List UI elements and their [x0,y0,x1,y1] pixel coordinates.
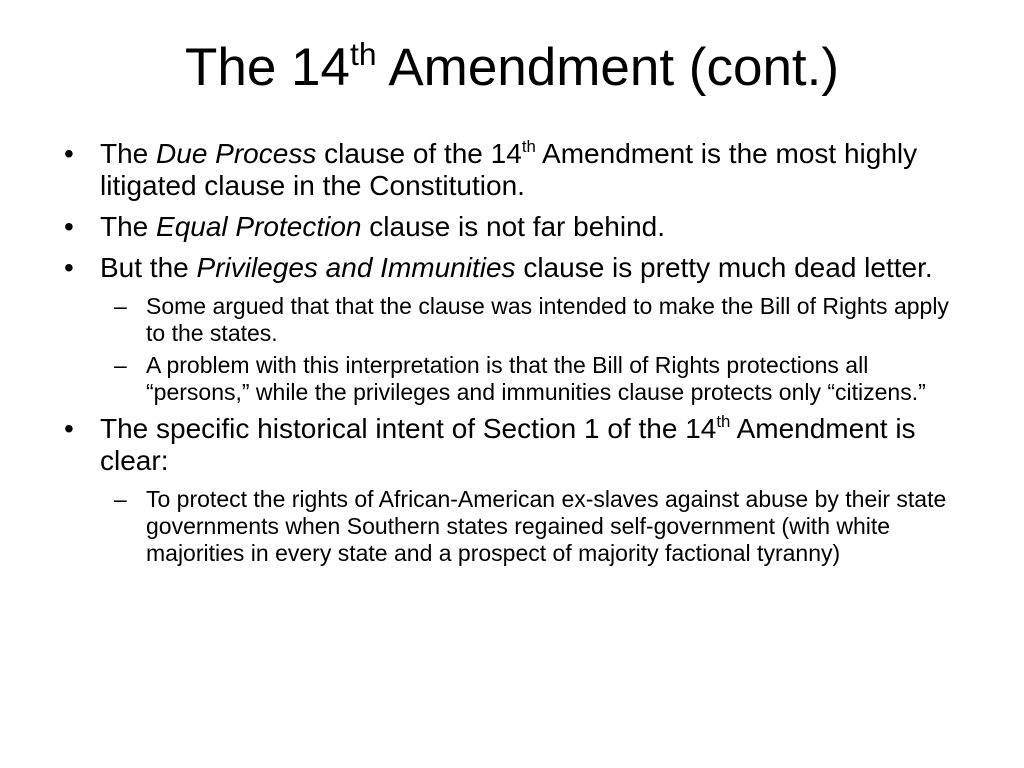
sub-bullet-marker: – [114,293,127,319]
bullet-text: The [100,211,157,242]
bullet-marker: • [64,252,74,283]
bullet-emphasis: Privileges and Immunities [196,252,516,283]
bullet-text: But the [100,252,197,283]
bullet-text: clause is not far behind. [361,211,666,242]
sub-bullet-interpretation-problem [58,352,958,406]
bullet-equal-protection [58,211,958,243]
bullet-text: clause of the 14 [316,138,522,169]
sub-bullet-protect-rights [58,486,958,567]
bullet-superscript: th [716,411,731,431]
sub-bullet-text: To protect the rights of African-American ex-slaves against abuse by their state governments when Southern states regained self-government (with white majorities in every state and a prospect of majority factional tyranny) [146,486,947,566]
bullet-text: The [100,138,157,169]
slide-body [58,138,958,574]
bullet-emphasis: Equal Protection [156,211,362,242]
title-text-rest: Amendment (cont.) [376,38,840,97]
sub-bullet-marker: – [114,486,127,512]
bullet-marker: • [64,138,74,169]
bullet-privileges-immunities [58,252,958,284]
bullet-historical-intent [58,413,958,477]
title-superscript: th [350,35,377,72]
bullet-marker: • [64,413,74,444]
bullet-text: Amendment is clear: [100,413,916,476]
sub-bullet-marker: – [114,352,127,378]
slide-title [0,35,1024,99]
sub-bullet-text: Some argued that that the clause was intended to make the Bill of Rights apply to the states. [146,293,949,346]
bullet-superscript: th [521,136,536,156]
sub-bullet-text: A problem with this interpretation is that the Bill of Rights protections all “persons,” while the privileges and immunities clause protects only “citizens.” [146,352,926,405]
bullet-due-process [58,138,958,202]
bullet-text: The specific historical intent of Section 1 of the 14 [100,413,717,444]
bullet-marker: • [64,211,74,242]
sub-bullet-bill-of-rights [58,293,958,347]
bullet-text: Amendment is the most highly litigated clause in the Constitution. [100,138,918,201]
bullet-text: clause is pretty much dead letter. [515,252,933,283]
bullet-emphasis: Due Process [156,138,317,169]
title-text: The 14 [184,38,350,97]
